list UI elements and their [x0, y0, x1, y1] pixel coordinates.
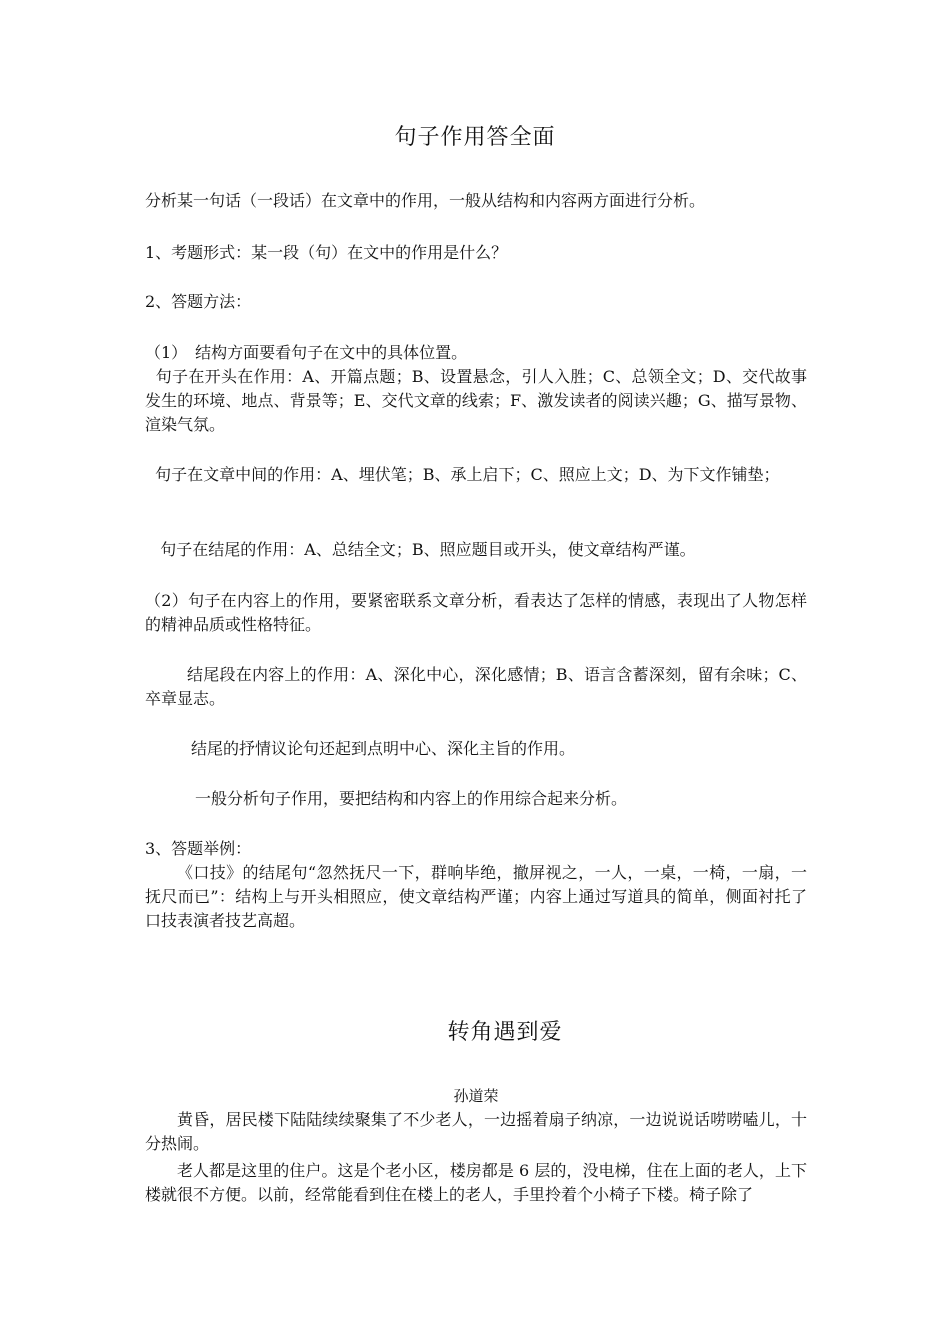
- story-paragraph-1: 黄昏，居民楼下陆陆续续聚集了不少老人，一边摇着扇子纳凉，一边说说话唠唠嗑儿，十分热闹。: [145, 1110, 807, 1153]
- middle-sentence-paragraph: 句子在文章中间的作用：A、埋伏笔；B、承上启下；C、照应上文；D、为下文作铺垫；: [145, 465, 780, 484]
- example-paragraph: 《口技》的结尾句“忽然抚尺一下，群响毕绝，撤屏视之，一人，一桌，一椅，一扇，一抚尺而已”：结构上与开头相照应，使文章结构严谨；内容上通过写道具的简单，侧面衬托了口技表演者技艺高超。: [145, 863, 807, 930]
- intro-paragraph: 分析某一句话（一段话）在文章中的作用，一般从结构和内容两方面进行分析。: [145, 191, 706, 210]
- structure-method-paragraph: （1） 结构方面要看句子在文中的具体位置。: [145, 343, 468, 362]
- example-heading: 3、答题举例：: [145, 839, 252, 858]
- ending-content-paragraph: 结尾段在内容上的作用：A、深化中心，深化感情；B、语言含蓄深刻，留有余味；C、卒章显志。: [145, 665, 807, 708]
- ending-sentence-paragraph: 句子在结尾的作用：A、总结全文；B、照应题目或开头，使文章结构严谨。: [145, 540, 696, 559]
- story-paragraph-2: 老人都是这里的住户。这是个老小区，楼房都是 6 层的，没电梯，住在上面的老人，上下楼就很不方便。以前，经常能看到住在楼上的老人，手里拎着个小椅子下楼。椅子除了: [145, 1161, 807, 1204]
- document-title: 句子作用答全面: [394, 125, 556, 150]
- content-method-paragraph: （2）句子在内容上的作用，要紧密联系文章分析，看表达了怎样的情感，表现出了人物怎样的精神品质或性格特征。: [145, 591, 807, 634]
- answer-method-heading: 2、答题方法：: [145, 292, 252, 311]
- opening-sentence-paragraph: 句子在开头在作用：A、开篇点题；B、设置悬念，引人入胜；C、总领全文；D、交代故事发生的环境、地点、背景等；E、交代文章的线索；F、激发读者的阅读兴趣；G、描写景物、渲染气氛。: [145, 367, 808, 434]
- lyric-sentence-paragraph: 结尾的抒情议论句还起到点明中心、深化主旨的作用。: [191, 739, 576, 758]
- summary-paragraph: 一般分析句子作用，要把结构和内容上的作用综合起来分析。: [195, 789, 628, 808]
- story-title: 转角遇到爱: [447, 1020, 563, 1045]
- story-author: 孙道荣: [453, 1087, 499, 1105]
- question-form-heading: 1、考题形式：某一段（句）在文中的作用是什么？: [145, 243, 508, 262]
